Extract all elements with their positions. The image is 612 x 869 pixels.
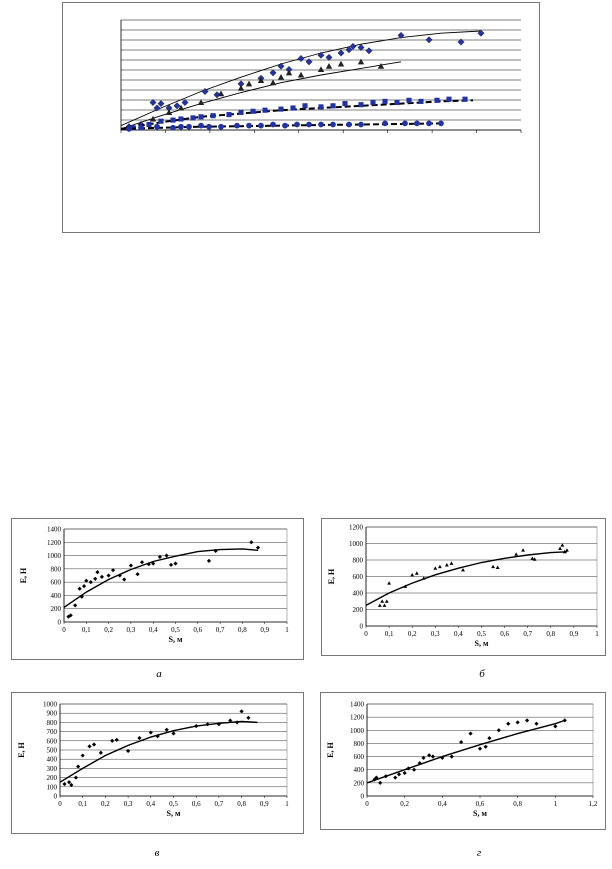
point-circle	[346, 122, 352, 128]
point-square	[318, 104, 323, 109]
point-triangle	[246, 81, 252, 87]
x-tick-label: 0,4	[148, 626, 158, 634]
point-square	[278, 107, 283, 112]
x-axis-label: S, м	[166, 809, 181, 818]
point-triangle	[358, 59, 364, 65]
chart-v-panel	[11, 692, 304, 834]
point-square	[370, 100, 375, 105]
point-square	[210, 113, 215, 118]
x-tick-label: 0,3	[126, 626, 136, 634]
x-tick-label: 0,7	[523, 630, 533, 638]
point-circle	[206, 124, 212, 130]
point-circle	[306, 122, 312, 128]
point-diamond	[426, 37, 432, 43]
x-tick-label: 0,4	[146, 800, 156, 808]
y-tick-label: 1400	[350, 700, 364, 709]
point-square	[462, 97, 467, 102]
caption-g: г	[476, 847, 482, 859]
point-diamond	[158, 100, 164, 106]
x-tick-label: 0,5	[169, 800, 178, 808]
x-tick-label: 1	[553, 800, 558, 808]
x-tick-label: 0,5	[477, 630, 486, 638]
point-diamond	[278, 63, 284, 69]
point-circle	[318, 122, 324, 128]
x-tick-label: 0,3	[430, 630, 440, 638]
y-axis-label: E, H	[326, 742, 335, 758]
x-tick-label: 0,7	[214, 800, 224, 808]
y-axis-label: E, H	[17, 742, 26, 758]
point-circle	[358, 122, 364, 128]
point-square	[146, 122, 151, 127]
plot-area	[64, 529, 287, 622]
point-square	[170, 118, 175, 123]
x-tick-label: 1,2	[588, 800, 598, 808]
x-tick-label: 0,4	[454, 630, 463, 638]
y-axis-label: E, H	[19, 567, 28, 584]
point-square	[290, 105, 295, 110]
x-axis-label: S, м	[474, 639, 489, 648]
point-triangle	[238, 85, 244, 91]
point-triangle	[298, 72, 304, 78]
y-tick-label: 200	[353, 779, 364, 788]
x-tick-label: 0,7	[215, 626, 225, 634]
point-circle	[154, 124, 160, 130]
point-circle	[402, 121, 408, 127]
point-square	[158, 119, 163, 124]
y-tick-label: 800	[353, 739, 364, 748]
y-tick-label: 600	[353, 753, 364, 762]
y-tick-label: 200	[352, 606, 363, 614]
point-circle	[218, 124, 224, 130]
point-diamond	[366, 48, 372, 54]
trend-line-3	[121, 123, 441, 128]
x-tick-label: 0,9	[259, 800, 269, 808]
y-tick-label: 1400	[47, 525, 61, 534]
y-tick-label: 1200	[349, 523, 363, 532]
point-circle	[426, 121, 432, 127]
x-tick-label: 0,1	[78, 800, 88, 808]
x-tick-label: 0,8	[238, 626, 247, 634]
point-square	[394, 100, 399, 105]
x-tick-label: 0,2	[101, 800, 110, 808]
point-triangle	[338, 61, 344, 67]
x-tick-label: 0,3	[123, 800, 133, 808]
top-chart	[63, 3, 541, 234]
caption-b: б	[479, 668, 485, 680]
y-tick-label: 400	[46, 755, 57, 764]
y-tick-label: 500	[46, 746, 57, 755]
point-square	[250, 109, 255, 114]
point-square	[342, 101, 347, 106]
x-axis-label: S, м	[168, 635, 183, 644]
point-circle	[126, 126, 132, 132]
point-square	[358, 102, 363, 107]
y-tick-label: 1000	[349, 540, 363, 548]
point-circle	[282, 123, 288, 129]
x-tick-label: 1	[285, 626, 289, 634]
y-tick-label: 200	[50, 605, 61, 614]
point-square	[406, 98, 411, 103]
y-tick-label: 800	[352, 556, 363, 565]
point-square	[382, 99, 387, 104]
y-tick-label: 1200	[350, 713, 364, 722]
point-circle	[294, 122, 300, 128]
point-square	[198, 114, 203, 119]
x-tick-label: 0	[364, 630, 368, 638]
chart-b	[322, 519, 607, 657]
point-diamond	[298, 55, 304, 61]
x-tick-label: 0,6	[193, 626, 203, 634]
y-tick-label: 1200	[47, 538, 61, 547]
point-triangle	[326, 63, 332, 69]
y-tick-label: 600	[46, 737, 57, 746]
y-tick-label: 400	[50, 591, 61, 600]
y-tick-label: 400	[353, 766, 364, 775]
point-square	[434, 98, 439, 103]
x-tick-label: 0,5	[171, 626, 180, 634]
x-tick-label: 0,8	[546, 630, 556, 638]
y-tick-label: 1000	[47, 552, 61, 561]
y-tick-label: 600	[50, 578, 61, 587]
y-tick-label: 200	[46, 774, 57, 783]
point-square	[446, 97, 451, 102]
x-tick-label: 0,9	[569, 630, 579, 638]
x-tick-label: 0,2	[400, 800, 410, 808]
point-circle	[170, 125, 176, 131]
y-tick-label: 900	[46, 709, 57, 718]
chart-b-panel	[321, 518, 606, 656]
point-circle	[178, 124, 184, 130]
x-tick-label: 0,2	[104, 626, 113, 634]
x-tick-label: 0,2	[407, 630, 417, 638]
x-tick-label: 0,6	[475, 800, 485, 808]
point-circle	[186, 124, 192, 130]
top-chart-panel	[62, 2, 540, 233]
point-diamond	[326, 54, 332, 60]
y-tick-label: 300	[46, 764, 57, 773]
x-tick-label: 0,1	[384, 630, 394, 638]
point-triangle	[318, 66, 324, 72]
x-tick-label: 0,4	[437, 800, 447, 808]
y-tick-label: 600	[352, 573, 363, 581]
y-tick-label: 0	[360, 792, 364, 801]
chart-a-panel	[11, 518, 304, 660]
y-tick-label: 800	[50, 565, 61, 574]
x-tick-label: 1	[595, 630, 599, 638]
y-tick-label: 100	[46, 783, 57, 792]
point-square	[262, 108, 267, 113]
y-tick-label: 800	[46, 718, 57, 727]
point-circle	[270, 122, 276, 128]
x-tick-label: 0	[365, 800, 369, 808]
x-axis-label: S, м	[473, 809, 487, 818]
y-tick-label: 1000	[350, 726, 364, 735]
point-circle	[138, 125, 144, 131]
x-tick-label: 1	[285, 800, 289, 808]
y-tick-label: 0	[57, 618, 61, 627]
point-triangle	[270, 80, 276, 86]
point-diamond	[306, 59, 312, 65]
point-square	[330, 103, 335, 108]
point-circle	[246, 123, 252, 129]
point-diamond	[338, 50, 344, 56]
chart-g-panel	[320, 692, 606, 830]
point-circle	[234, 123, 240, 129]
point-circle	[414, 121, 420, 127]
point-circle	[258, 123, 264, 129]
x-tick-label: 0,9	[260, 626, 270, 634]
x-tick-label: 0,8	[513, 800, 523, 808]
point-square	[178, 116, 183, 121]
point-square	[238, 110, 243, 115]
point-circle	[438, 121, 444, 127]
point-diamond	[270, 70, 276, 76]
x-tick-label: 0,6	[191, 800, 201, 808]
y-tick-label: 700	[46, 728, 57, 737]
x-tick-label: 0	[58, 800, 62, 808]
y-tick-label: 0	[53, 792, 57, 801]
point-square	[226, 112, 231, 117]
y-tick-label: 400	[352, 589, 363, 598]
y-tick-label: 0	[359, 622, 363, 631]
x-tick-label: 0,8	[237, 800, 246, 808]
point-circle	[330, 122, 336, 128]
x-tick-label: 0	[62, 626, 66, 634]
point-square	[190, 115, 195, 120]
y-axis-label: E, H	[327, 568, 336, 585]
caption-v: в	[154, 847, 160, 859]
point-triangle	[278, 74, 284, 80]
y-tick-label: 1000	[43, 700, 57, 709]
x-tick-label: 0,1	[81, 626, 91, 634]
x-tick-label: 0,6	[500, 630, 509, 638]
chart-g	[321, 693, 607, 831]
point-square	[418, 99, 423, 104]
chart-v	[12, 693, 305, 835]
chart-a	[12, 519, 305, 661]
caption-a: а	[156, 668, 162, 680]
point-square	[302, 103, 307, 108]
point-circle	[382, 121, 388, 127]
point-circle	[198, 123, 204, 129]
